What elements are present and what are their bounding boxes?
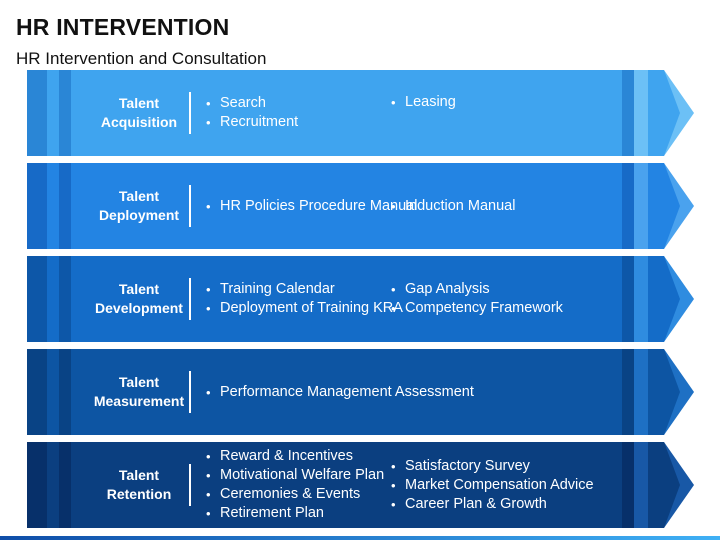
band-left-edge (27, 163, 47, 249)
band-bullet-column (391, 442, 594, 528)
band-arrow-inner (648, 163, 680, 249)
bullet-item: • Satisfactory Survey (391, 457, 594, 476)
band-arrow-inner (648, 70, 680, 156)
band-bullet-column (391, 163, 515, 249)
band-arrow-inner (648, 349, 680, 435)
band-label: Talent Acquisition (100, 95, 178, 130)
band-left-edge (27, 70, 47, 156)
band-right-stripe (622, 442, 634, 528)
band-bullet-column (206, 70, 298, 156)
band-right-stripe (622, 256, 634, 342)
band-right-stripe-light (634, 442, 648, 528)
band-right-stripe (622, 70, 634, 156)
band-bullet-column (391, 70, 456, 156)
band-label: Talent Deployment (98, 188, 180, 223)
page-subtitle: HR Intervention and Consultation (16, 49, 267, 68)
bullet-item: • Motivational Welfare Plan (206, 466, 384, 485)
band-left-edge (27, 256, 47, 342)
band-talent-acquisition (27, 70, 694, 156)
bullet-item: • Market Compensation Advice (391, 476, 594, 495)
bullet-item: • Search (206, 94, 298, 113)
band-talent-deployment (27, 163, 694, 249)
band-right-stripe-light (634, 349, 648, 435)
band-label: Talent Measurement (93, 374, 185, 409)
band-talent-development (27, 256, 694, 342)
band-right-stripe-light (634, 70, 648, 156)
band-label: Talent Development (95, 281, 183, 316)
band-right-stripe (622, 163, 634, 249)
bullet-item: • HR Policies Procedure Manual (206, 197, 417, 216)
bullet-item: • Leasing (391, 93, 456, 112)
bullet-item: • Reward & Incentives (206, 447, 384, 466)
band-divider (189, 185, 191, 227)
page-title: HR INTERVENTION (16, 14, 230, 40)
band-talent-measurement (27, 349, 694, 435)
band-bullet-column (206, 349, 474, 435)
band-talent-retention (27, 442, 694, 528)
band-bullet-column (391, 256, 563, 342)
band-bullet-column (206, 442, 384, 528)
bullet-item: • Competency Framework (391, 299, 563, 318)
band-bullet-column (206, 163, 417, 249)
bullet-item: • Retirement Plan (206, 504, 384, 523)
bullet-item: • Induction Manual (391, 197, 515, 216)
band-arrow-inner (648, 256, 680, 342)
bullet-item: • Career Plan & Growth (391, 495, 594, 514)
band-arrow-inner (648, 442, 680, 528)
bullet-item: • Gap Analysis (391, 280, 563, 299)
band-right-stripe-light (634, 163, 648, 249)
band-divider (189, 278, 191, 320)
bullet-item: • Training Calendar (206, 280, 403, 299)
band-left-edge (27, 442, 47, 528)
band-right-stripe (622, 349, 634, 435)
band-divider (189, 371, 191, 413)
bullet-item: • Ceremonies & Events (206, 485, 384, 504)
bottom-accent-bar (0, 536, 720, 540)
bullet-item: • Performance Management Assessment (206, 383, 474, 402)
band-divider (189, 464, 191, 506)
band-right-stripe-light (634, 256, 648, 342)
band-bullet-column (206, 256, 403, 342)
band-label: Talent Retention (106, 467, 172, 502)
band-divider (189, 92, 191, 134)
bullet-item: • Deployment of Training KRA (206, 299, 403, 318)
band-left-edge (27, 349, 47, 435)
bullet-item: • Recruitment (206, 113, 298, 132)
